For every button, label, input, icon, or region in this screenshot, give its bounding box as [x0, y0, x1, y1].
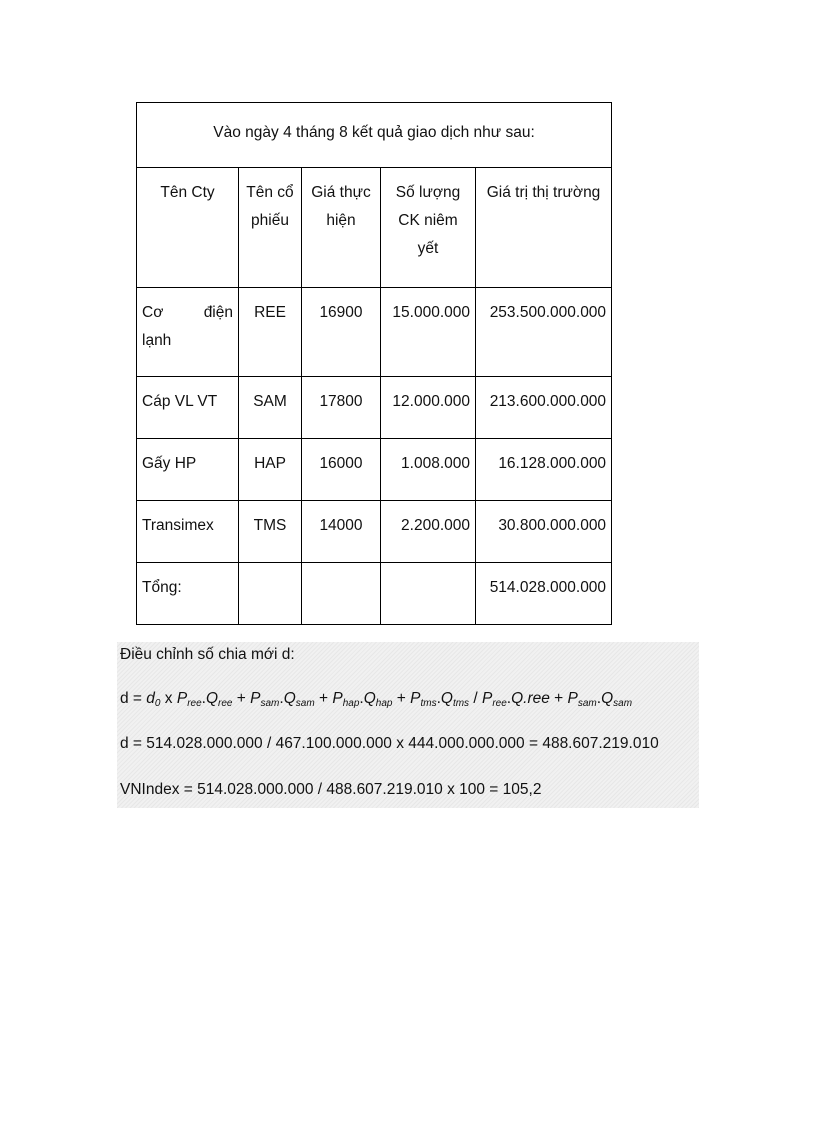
divisor-formula: $d = d_0$ x $P_{ree}.Q_{ree} + P_{sam}.Q_{sam} + P_{hap}.Q_{hap} + P_{tms}.Q_{tms} / P_{ree}.Q.ree + P_{sam}.Q_{sam}$	[120, 690, 633, 709]
market-value: 253.500.000.000	[476, 288, 612, 377]
ticker: HAP	[239, 439, 302, 501]
total-value: 514.028.000.000	[476, 563, 612, 625]
quantity: 15.000.000	[381, 288, 476, 377]
table-row	[137, 377, 612, 439]
price: 17800	[302, 377, 381, 439]
company-name: Gấy HP	[137, 439, 239, 501]
header-market-value: Giá trị thị trường	[476, 168, 612, 288]
market-value: 16.128.000.000	[476, 439, 612, 501]
quantity: 2.200.000	[381, 501, 476, 563]
empty-cell	[381, 563, 476, 625]
company-name: Transimex	[137, 501, 239, 563]
market-value: 30.800.000.000	[476, 501, 612, 563]
company-name: Cơ điện lạnh	[137, 288, 239, 377]
table-row	[137, 501, 612, 563]
vnindex-calculation: VNIndex = 514.028.000.000 / 488.607.219.010 x 100 = 105,2	[120, 781, 542, 798]
empty-cell	[302, 563, 381, 625]
table-row	[137, 288, 612, 377]
price: 16900	[302, 288, 381, 377]
quantity: 12.000.000	[381, 377, 476, 439]
divisor-calculation: d = 514.028.000.000 / 467.100.000.000 x 444.000.000.000 = 488.607.219.010	[120, 735, 659, 752]
total-row	[137, 563, 612, 625]
header-price: Giá thực hiện	[302, 168, 381, 288]
company-name: Cáp VL VT	[137, 377, 239, 439]
ticker: TMS	[239, 501, 302, 563]
divisor-adjustment-block	[117, 642, 699, 808]
quantity: 1.008.000	[381, 439, 476, 501]
table-row	[137, 439, 612, 501]
header-company: Tên Cty	[137, 168, 239, 288]
market-value: 213.600.000.000	[476, 377, 612, 439]
trading-results-table	[136, 102, 612, 625]
header-ticker: Tên cổ phiếu	[239, 168, 302, 288]
header-listed-quantity: Số lượng CK niêm yết	[381, 168, 476, 288]
table-caption: Vào ngày 4 tháng 8 kết quả giao dịch như sau:	[137, 103, 612, 168]
header-row	[137, 168, 612, 288]
ticker: SAM	[239, 377, 302, 439]
price: 16000	[302, 439, 381, 501]
formula-title: Điều chỉnh số chia mới d:	[120, 646, 295, 663]
price: 14000	[302, 501, 381, 563]
empty-cell	[239, 563, 302, 625]
total-label: Tổng:	[137, 563, 239, 625]
ticker: REE	[239, 288, 302, 377]
caption-row	[137, 103, 612, 168]
